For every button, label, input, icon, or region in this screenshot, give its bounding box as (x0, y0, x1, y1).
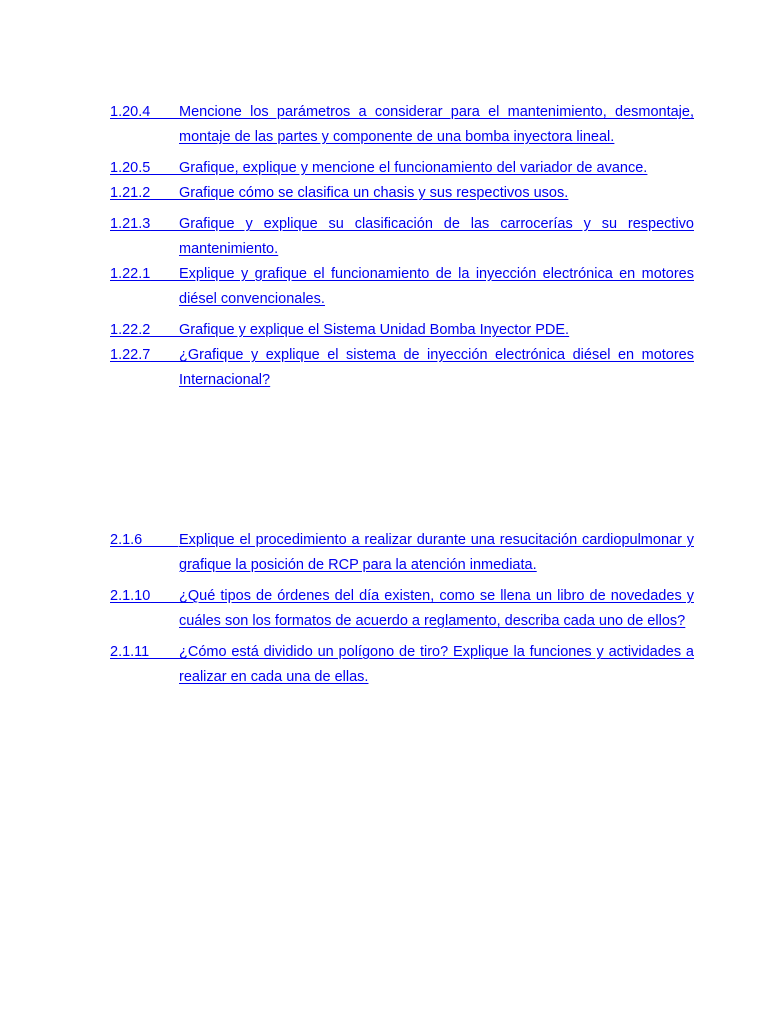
toc-entry-1-21-2[interactable] (110, 181, 694, 206)
toc-entry-number: 1.20.5 (110, 160, 151, 176)
toc-entry-number: 2.1.11 (110, 644, 150, 660)
toc-entry-text: ¿Grafique y explique el sistema de inyección electrónica diésel en motores Internacional? (179, 347, 694, 388)
toc-entry-text: Grafique y explique su clasificación de las carrocerías y su respectivo mantenimiento. (179, 216, 694, 257)
toc-entry-2-1-10[interactable] (110, 584, 694, 634)
toc-entry-1-20-4[interactable] (110, 100, 694, 150)
toc-entry-text: Grafique cómo se clasifica un chasis y sus respectivos usos. (179, 185, 569, 201)
toc-entry-text: ¿Qué tipos de órdenes del día existen, como se llena un libro de novedades y cuáles son los formatos de acuerdo a reglamento, describa cada uno de ellos? (179, 588, 694, 629)
toc-entry-1-22-7[interactable] (110, 343, 694, 393)
toc-entry-number: 1.21.2 (110, 185, 151, 201)
toc-entry-number: 1.22.7 (110, 347, 151, 363)
toc-group-1 (110, 100, 694, 393)
toc-entry-number: 1.22.2 (110, 322, 151, 338)
toc-entry-text: Grafique y explique el Sistema Unidad Bomba Inyector PDE. (179, 322, 570, 338)
toc-entry-number: 2.1.6 (110, 532, 143, 548)
toc-entry-2-1-11[interactable] (110, 640, 694, 690)
toc-entry-text: ¿Cómo está dividido un polígono de tiro? Explique la funciones y actividades a realizar en cada una de ellas. (179, 644, 694, 685)
toc-group-2 (110, 528, 694, 690)
toc-entry-number: 1.20.4 (110, 104, 151, 120)
toc-entry-text: Grafique, explique y mencione el funcionamiento del variador de avance. (179, 160, 648, 176)
toc-entry-number: 1.21.3 (110, 216, 151, 232)
toc-entry-1-22-2[interactable] (110, 318, 694, 343)
toc-entry-1-20-5[interactable] (110, 156, 694, 181)
toc-entry-text: Explique y grafique el funcionamiento de la inyección electrónica en motores diésel convencionales. (179, 266, 694, 307)
toc-entry-1-21-3[interactable] (110, 212, 694, 262)
toc-entry-2-1-6[interactable] (110, 528, 694, 578)
toc-entry-text: Mencione los parámetros a considerar para el mantenimiento, desmontaje, montaje de las partes y componente de una bomba inyectora lineal. (179, 104, 694, 145)
toc-entry-1-22-1[interactable] (110, 262, 694, 312)
toc-entry-number: 1.22.1 (110, 266, 151, 282)
toc-entry-text: Explique el procedimiento a realizar durante una resucitación cardiopulmonar y grafique la posición de RCP para la atención inmediata. (179, 532, 694, 573)
toc-entry-number: 2.1.10 (110, 588, 151, 604)
